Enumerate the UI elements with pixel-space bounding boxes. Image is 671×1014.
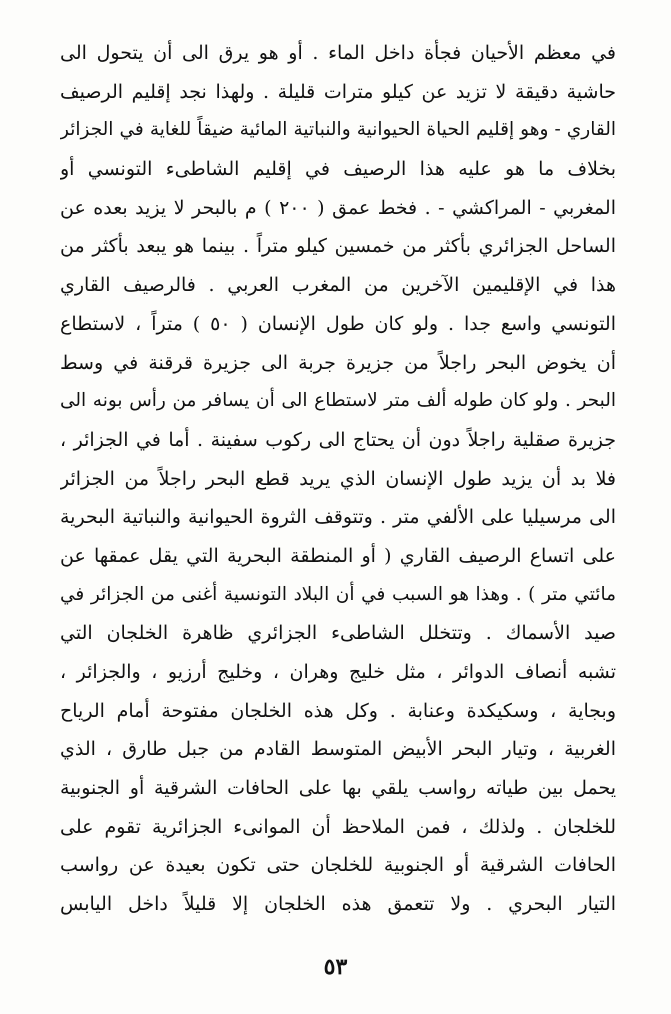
text-line: التونسي واسع جدا . ولو كان طول الإنسان ( ٥٠ ) متراً ، لاستطاع bbox=[60, 312, 616, 335]
text-line: الغربية ، وتيار البحر الأبيض المتوسط القادم من جبل طارق ، الذي bbox=[60, 738, 616, 761]
page-number: ٥٣ bbox=[323, 954, 348, 980]
text-line: صيد الأسماك . وتتخلل الشاطىء الجزائري ظاهرة الخلجان التي bbox=[60, 622, 616, 645]
text-line: للخلجان . ولذلك ، فمن الملاحظ أن الموانىء الجزائرية تقوم على bbox=[60, 815, 616, 838]
text-line: البحر . ولو كان طوله ألف متر لاستطاع الى أن يسافر من رأس بونه الى bbox=[60, 390, 616, 412]
text-line: الى مرسيليا على الألفي متر . وتتوقف الثروة الحيوانية والنباتية البحرية bbox=[60, 506, 616, 529]
text-line: مائتي متر ) . وهذا هو السبب في أن البلاد التونسية أغنى من الجزائر في bbox=[60, 583, 616, 605]
text-line: وبجاية ، وسكيكدة وعنابة . وكل هذه الخلجان مفتوحة أمام الرياح bbox=[60, 699, 616, 722]
text-line: الحافات الشرقية أو الجنوبية للخلجان حتى تكون بعيدة عن رواسب bbox=[60, 854, 616, 877]
text-line: فلا بد أن يزيد طول الإنسان الذي يريد قطع البحر راجلاً من الجزائر bbox=[60, 467, 616, 490]
text-line: يحمل بين طياته رواسب يلقي بها على الحافات الشرقية أو الجنوبية bbox=[60, 777, 616, 800]
text-line: على اتساع الرصيف القاري ( أو المنطقة البحرية التي يقل عمقها عن bbox=[60, 544, 616, 567]
text-line: هذا في الإقليمين الآخرين من المغرب العربي . فالرصيف القاري bbox=[60, 274, 616, 297]
text-line: القاري - وهو إقليم الحياة الحيوانية والنباتية المائية ضيقاً للغاية في الجزائر bbox=[60, 119, 616, 141]
body-text bbox=[60, 34, 616, 924]
text-line: حاشية دقيقة لا تزيد عن كيلو مترات قليلة . ولهذا نجد إقليم الرصيف bbox=[60, 80, 616, 103]
text-line: في معظم الأحيان فجأة داخل الماء . أو هو يرق الى أن يتحول الى bbox=[60, 42, 616, 64]
text-line: جزيرة صقلية راجلاً دون أن يحتاج الى ركوب سفينة . أما في الجزائر ، bbox=[60, 428, 616, 451]
text-line: التيار البحري . ولا تتعمق هذه الخلجان إلا قليلاً داخل اليابس bbox=[60, 893, 616, 916]
text-line: الساحل الجزائري بأكثر من خمسين كيلو متراً . بينما هو يبعد بأكثر من bbox=[60, 235, 616, 258]
text-line: المغربي - المراكشي - . فخط عمق ( ٢٠٠ ) م بالبحر لا يزيد بعده عن bbox=[60, 196, 616, 219]
text-line: تشبه أنصاف الدوائر ، مثل خليج وهران ، وخليج أرزيو ، والجزائر ، bbox=[60, 661, 616, 683]
text-line: أن يخوض البحر راجلاً من جزيرة جربة الى جزيرة قرقنة في وسط bbox=[60, 351, 616, 374]
text-line: بخلاف ما هو عليه هذا الرصيف في إقليم الشاطىء التونسي أو bbox=[60, 158, 616, 181]
